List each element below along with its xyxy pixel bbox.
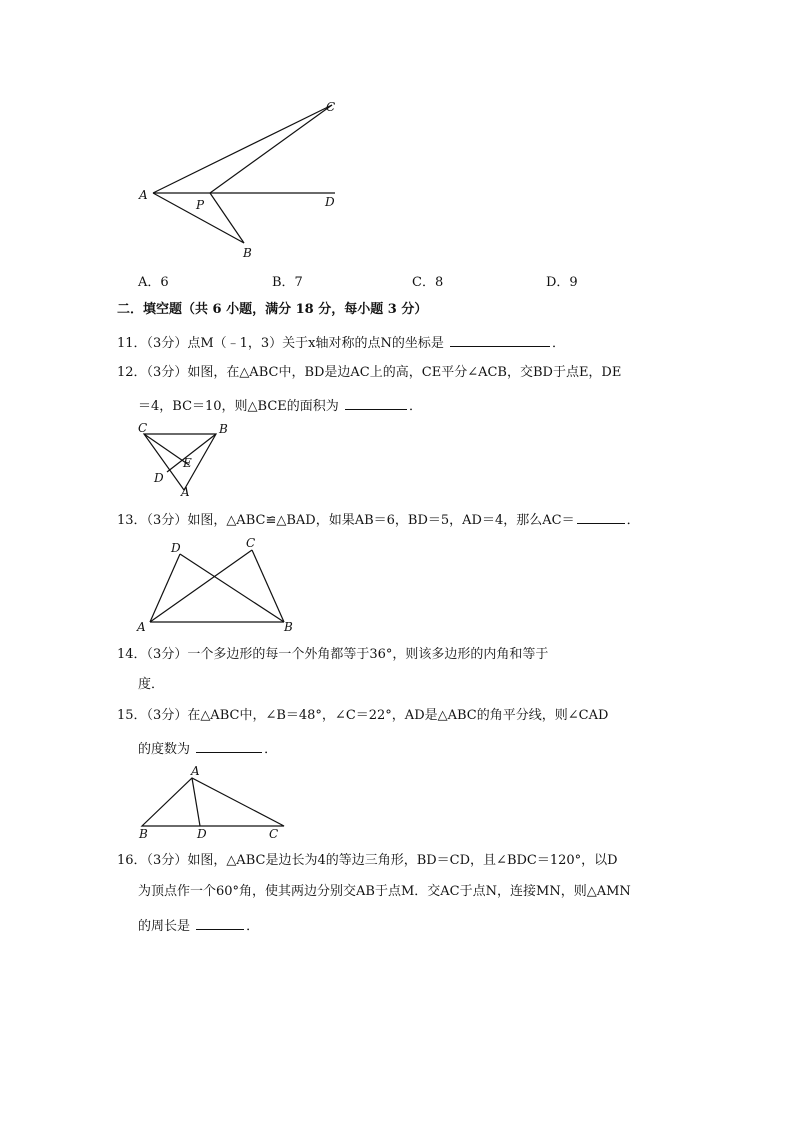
question-16-line-3 bbox=[138, 916, 259, 935]
answer-blank-12 bbox=[345, 396, 407, 410]
answer-blank-11 bbox=[450, 333, 550, 347]
choice-c: C．8 bbox=[412, 275, 444, 290]
answer-blank-13 bbox=[577, 510, 625, 524]
question-13-figure bbox=[134, 534, 304, 638]
question-14-line-1: 14．（3分）一个多边形的每一个外角都等于36°，则该多边形的内角和等于 bbox=[117, 647, 549, 662]
choice-d: D．9 bbox=[546, 275, 578, 290]
q16-line3-text: 的周长是 bbox=[138, 919, 191, 934]
answer-blank-15 bbox=[196, 739, 262, 753]
label-C: C bbox=[138, 421, 148, 435]
label-B: B bbox=[219, 422, 228, 436]
q15-end: ． bbox=[264, 742, 278, 757]
label-B: B bbox=[139, 827, 148, 841]
label-P: P bbox=[196, 198, 205, 212]
q16-end: ． bbox=[246, 919, 260, 934]
question-16-line-2: 为顶点作一个60°角，使其两边分别交AB于点M．交AC于点N，连接MN，则△AMN bbox=[138, 884, 631, 899]
choice-a: A．6 bbox=[138, 275, 169, 290]
q13-end: ． bbox=[626, 513, 640, 528]
section-2-heading: 二．填空题（共 6 小题，满分 18 分，每小题 3 分） bbox=[117, 302, 428, 317]
question-15-figure bbox=[134, 762, 294, 842]
label-D: D bbox=[197, 827, 207, 841]
label-E: E bbox=[183, 456, 192, 470]
q12-line2-text: ＝4，BC＝10，则△BCE的面积为 bbox=[138, 399, 339, 414]
question-12-figure bbox=[134, 420, 234, 500]
question-16-line-1: 16．（3分）如图，△ABC是边长为4的等边三角形，BD＝CD，且∠BDC＝120°，以D bbox=[117, 853, 618, 868]
question-12-line-2 bbox=[138, 396, 422, 415]
question-15-line-1: 15．（3分）在△ABC中，∠B＝48°，∠C＝22°，AD是△ABC的角平分线，则∠CAD bbox=[117, 708, 609, 723]
label-C: C bbox=[269, 827, 279, 841]
q15-line2-text: 的度数为 bbox=[138, 742, 191, 757]
label-D: D bbox=[154, 471, 164, 485]
label-D: D bbox=[325, 195, 335, 209]
q11-end: ． bbox=[552, 336, 566, 351]
choice-b: B．7 bbox=[272, 275, 303, 290]
label-B: B bbox=[243, 246, 252, 260]
question-15-line-2 bbox=[138, 739, 277, 758]
question-10-figure bbox=[130, 95, 360, 265]
q11-text: 11．（3分）点M（﹣1，3）关于x轴对称的点N的坐标是 bbox=[117, 336, 444, 351]
label-A: A bbox=[139, 188, 148, 202]
question-12-line-1: 12．（3分）如图，在△ABC中，BD是边AC上的高，CE平分∠ACB，交BD于点E，DE bbox=[117, 365, 622, 380]
label-A: A bbox=[181, 485, 190, 499]
question-14-line-2: 度． bbox=[138, 677, 165, 692]
label-A: A bbox=[191, 764, 200, 778]
question-11 bbox=[117, 333, 565, 352]
label-C: C bbox=[246, 536, 256, 550]
question-13 bbox=[117, 510, 640, 529]
label-A: A bbox=[137, 620, 146, 634]
q13-text: 13．（3分）如图，△ABC≌△BAD，如果AB＝6，BD＝5，AD＝4，那么AC＝ bbox=[117, 513, 575, 528]
label-B: B bbox=[284, 620, 293, 634]
label-C: C bbox=[326, 100, 336, 114]
answer-blank-16 bbox=[196, 916, 244, 930]
q12-end: ． bbox=[408, 399, 422, 414]
label-D: D bbox=[171, 541, 181, 555]
